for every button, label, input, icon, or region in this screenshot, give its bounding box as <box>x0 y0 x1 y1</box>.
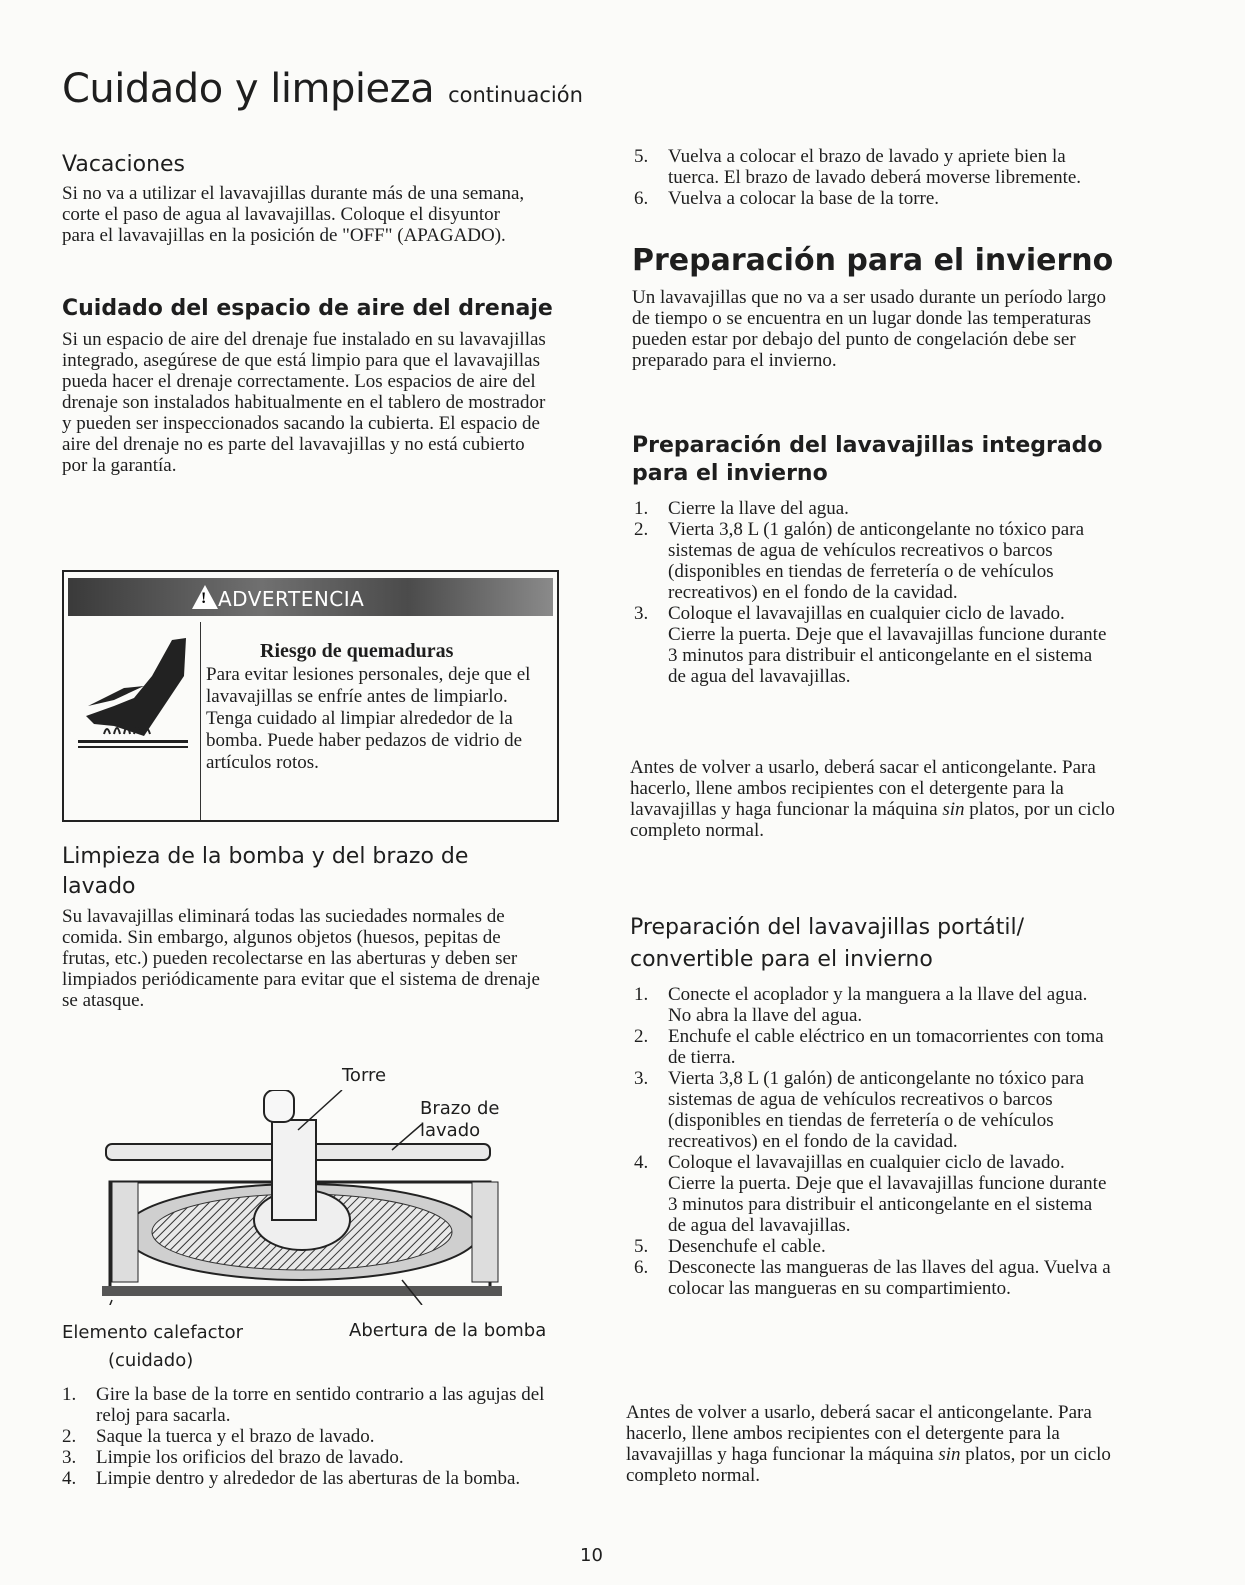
list-item: 3. Coloque el lavavajillas en cualquier ciclo de lavado. Cierre la puerta. Deje que el lavavajillas funcione durante 3 minutos para distribuir el anticongelante en el sistema de agua del lavavajillas. <box>634 603 1107 687</box>
list-item: 6. Vuelva a colocar la base de la torre. <box>634 188 940 209</box>
warning-box <box>62 570 559 822</box>
list-item: 4. Limpie dentro y alrededor de las aberturas de la bomba. <box>62 1468 521 1489</box>
list-item: 2. Vierta 3,8 L (1 galón) de anticongelante no tóxico para sistemas de agua de vehículos recreativos o barcos (disponibles en tiendas de ferretería o de vehículos recreativos) en el fondo de la cavidad. <box>634 519 1084 603</box>
diagram-label-arm: Brazo de lavado <box>420 1098 500 1141</box>
list-item: 2. Saque la tuerca y el brazo de lavado. <box>62 1426 375 1447</box>
list-item: 1. Gire la base de la torre en sentido contrario a las agujas del reloj para sacarla. <box>62 1384 545 1426</box>
air-gap-heading: Cuidado del espacio de aire del drenaje <box>62 296 553 321</box>
list-item: 3. Limpie los orificios del brazo de lavado. <box>62 1447 404 1468</box>
diagram-label-tower: Torre <box>342 1065 387 1086</box>
diagram-label-heater-note: (cuidado) <box>108 1350 194 1371</box>
list-item: 5. Vuelva a colocar el brazo de lavado y apriete bien la tuerca. El brazo de lavado deberá moverse libremente. <box>634 146 1082 188</box>
list-item: 5. Desenchufe el cable. <box>634 1236 826 1257</box>
integrated-steps <box>634 498 1114 687</box>
page-title-main: Cuidado y limpieza <box>62 66 435 112</box>
list-item: 2. Enchufe el cable eléctrico en un tomacorrientes con toma de tierra. <box>634 1026 1104 1068</box>
list-item: 1. Cierre la llave del agua. <box>634 498 849 519</box>
warning-banner <box>68 578 553 616</box>
integrated-heading: Preparación del lavavajillas integrado para el invierno <box>632 433 1103 486</box>
vacations-heading: Vacaciones <box>62 152 186 177</box>
pump-steps <box>62 1384 552 1489</box>
warning-text: Para evitar lesiones personales, deje que el lavavajillas se enfríe antes de limpiarlo. Tenga cuidado al limpiar alrededor de la bomba. Puede haber pedazos de vidrio de artículos rotos. <box>206 664 531 773</box>
warning-banner-label: ADVERTENCIA <box>218 587 365 611</box>
winter-heading: Preparación para el invierno <box>632 243 1114 278</box>
page-title <box>62 66 583 112</box>
air-gap-text: Si un espacio de aire del drenaje fue instalado en su lavavajillas integrado, asegúrese de que está limpio para que el lavavajillas pueda hacer el drenaje correctamente. Los espacios de aire del drenaje son instalados habitualmente en el tablero de mostrador y pueden ser inspeccionados sacando la cubierta. El espacio de aire del drenaje no es parte del lavavajillas y no está cubierto por la garantía. <box>62 329 546 476</box>
winter-text: Un lavavajillas que no va a ser usado durante un período largo de tiempo o se encuentra en un lugar donde las temperaturas pueden estar por debajo del punto de congelación debe ser preparado para el invierno. <box>632 287 1106 371</box>
portable-steps <box>634 984 1114 1299</box>
vacations-text: Si no va a utilizar el lavavajillas durante más de una semana, corte el paso de agua al lavavajillas. Coloque el disyuntor para el lavavajillas en la posición de "OFF" (APAGADO). <box>62 183 525 246</box>
list-item: 6. Desconecte las mangueras de las llaves del agua. Vuelva a colocar las mangueras en su compartimiento. <box>634 1257 1111 1299</box>
page-title-continued: continuación <box>448 83 583 107</box>
diagram-label-heater: Elemento calefactor <box>62 1322 243 1343</box>
warning-title: Riesgo de quemaduras <box>260 640 454 662</box>
list-item: 3. Vierta 3,8 L (1 galón) de anticongelante no tóxico para sistemas de agua de vehículos recreativos o barcos (disponibles en tiendas de ferretería o de vehículos recreativos) en el fondo de la cavidad. <box>634 1068 1084 1152</box>
warning-divider <box>200 622 201 820</box>
portable-after-text: Antes de volver a usarlo, deberá sacar el anticongelante. Para hacerlo, llene ambos recipientes con el detergente para la lavavajillas y haga funcionar la máquina sin platos, por un ciclo completo normal. <box>626 1402 1111 1486</box>
pump-steps-continued <box>634 146 1114 209</box>
portable-heading: Preparación del lavavajillas portátil/ convertible para el invierno <box>630 915 1024 972</box>
page-number: 10 <box>580 1545 603 1566</box>
integrated-after-text: Antes de volver a usarlo, deberá sacar el anticongelante. Para hacerlo, llene ambos recipientes con el detergente para la lavavajillas y haga funcionar la máquina sin platos, por un ciclo completo normal. <box>630 757 1115 841</box>
list-item: 1. Conecte el acoplador y la manguera a la llave del agua. No abra la llave del agua. <box>634 984 1088 1026</box>
burn-hand-icon <box>74 636 192 754</box>
pump-heading: Limpieza de la bomba y del brazo de lavado <box>62 844 469 899</box>
list-item: 4. Coloque el lavavajillas en cualquier ciclo de lavado. Cierre la puerta. Deje que el lavavajillas funcione durante 3 minutos para distribuir el anticongelante en el sistema de agua del lavavajillas. <box>634 1152 1107 1236</box>
warning-triangle-icon <box>192 585 218 609</box>
diagram-label-pump-opening: Abertura de la bomba <box>349 1320 547 1341</box>
pump-text: Su lavavajillas eliminará todas las suciedades normales de comida. Sin embargo, algunos objetos (huesos, pepitas de frutas, etc.) pueden recolectarse en las aberturas y deben ser limpiados periódicamente para evitar que el sistema de drenaje se atasque. <box>62 906 540 1011</box>
